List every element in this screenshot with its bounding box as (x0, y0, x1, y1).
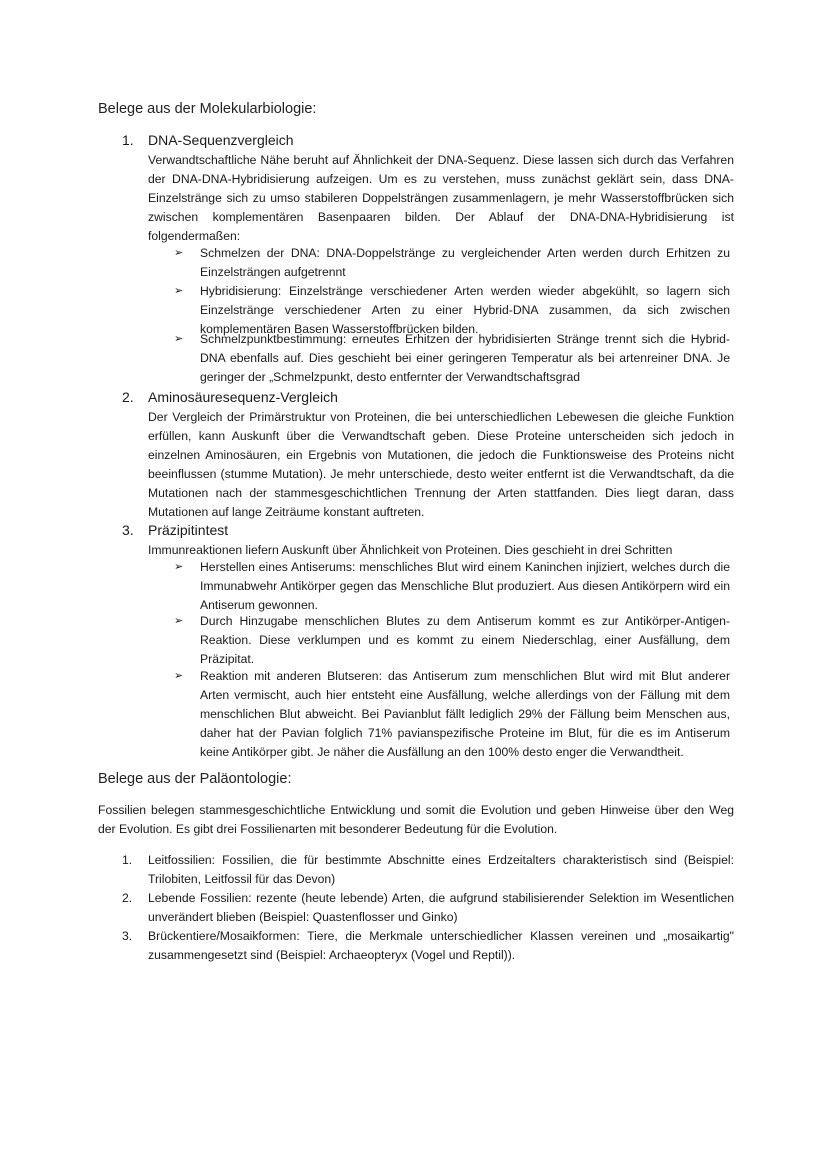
arrow-bullet-icon: ➢ (174, 333, 184, 345)
bullet-text: Schmelzen der DNA: DNA-Doppelstränge zu vergleichender Arten werden durch Erhitzen zu Einzelsträngen aufgetrennt (200, 246, 730, 280)
item-title: Präzipitintest (148, 522, 229, 538)
item-number: 3. (122, 929, 133, 943)
section-intro-paragraph: Fossilien belegen stammesgeschichtliche Entwicklung und somit die Evolution und geben Hinweise über den Weg der Evolution. Es gibt drei Fossilienarten mit besonderer Bedeutung für die Evolution. (98, 803, 734, 837)
section-heading-molekularbiologie: Belege aus der Molekularbiologie: (98, 101, 317, 117)
arrow-bullet-icon: ➢ (174, 285, 184, 297)
item-title: Aminosäuresequenz-Vergleich (148, 389, 338, 405)
item-text: Brückentiere/Mosaikformen: Tiere, die Merkmale unterschiedlicher Klassen vereinen und „mosaikartig" zusammengesetzt sind (Beispiel: Archaeopteryx (Vogel und Reptil)). (148, 929, 734, 963)
item-body: Immunreaktionen liefern Auskunft über Ähnlichkeit von Proteinen. Dies geschieht in drei Schritten (148, 543, 673, 557)
bullet-text: Durch Hinzugabe menschlichen Blutes zu dem Antiserum kommt es zur Antikörper-Antigen-Reaktion. Diese verklumpen und es kommt zu einem Niederschlag, einer Ausfällung, dem Präzipitat. (200, 614, 730, 667)
item-number: 2. (122, 389, 134, 405)
arrow-bullet-icon: ➢ (174, 615, 184, 627)
item-text: Leitfossilien: Fossilien, die für bestimmte Abschnitte eines Erdzeitalters charakteristisch sind (Beispiel: Trilobiten, Leitfossil für das Devon) (148, 853, 734, 887)
item-text: Lebende Fossilien: rezente (heute lebende) Arten, die aufgrund stabilisierender Selektion im Wesentlichen unverändert blieben (Beispiel: Quastenflosser und Ginko) (148, 891, 734, 925)
item-body: Verwandtschaftliche Nähe beruht auf Ähnlichkeit der DNA-Sequenz. Diese lassen sich durch das Verfahren der DNA-DNA-Hybridisierung aufzeigen. Um es zu verstehen, muss zunächst geklärt sein, dass DNA-Einzelstränge sich zu umso stabileren Doppelsträngen zusammenlagern, je mehr Wasserstoffbrücken sich zwischen komplementären Basenpaaren bilden. Der Ablauf der DNA-DNA-Hybridisierung ist folgendermaßen: (148, 153, 734, 244)
section-heading-palaeontologie: Belege aus der Paläontologie: (98, 771, 292, 787)
item-number: 2. (122, 891, 133, 905)
item-number: 1. (122, 853, 133, 867)
item-title: DNA-Sequenzvergleich (148, 132, 294, 148)
arrow-bullet-icon: ➢ (174, 670, 184, 682)
arrow-bullet-icon: ➢ (174, 561, 184, 573)
bullet-text: Hybridisierung: Einzelstränge verschiedener Arten werden wieder abgekühlt, so lagern sich Einzelstränge verschiedener Arten zu einer Hybrid-DNA zusammen, da sich zwischen komplementären Basen Wasserstoffbrücken bilden. (200, 284, 730, 337)
item-body: Der Vergleich der Primärstruktur von Proteinen, die bei unterschiedlichen Lebewesen die gleiche Funktion erfüllen, kann Auskunft über die Verwandtschaft geben. Diese Proteine unterscheiden sich jedoch in einzelnen Aminosäuren, ein Ergebnis von Mutationen, die jedoch die Funktionsweise des Proteins nicht beeinflussen (stumme Mutation). Je mehr unterschiede, desto weiter entfernt ist die Verwandtschaft, da die Mutationen nach der stammesgeschichtlichen Trennung der Arten stattfanden. Dies liegt daran, dass Mutationen auf lange Zeiträume konstant auftreten. (148, 410, 734, 520)
bullet-text: Reaktion mit anderen Blutseren: das Antiserum zum menschlichen Blut wird mit Blut anderer Arten vermischt, auch hier entsteht eine Ausfällung, welche allerdings von der Fällung mit dem menschlichen Blut abweicht. Bei Pavianblut fällt lediglich 29% der Fällung beim Menschen aus, daher hat der Pavian folglich 71% pavianspezifische Proteine im Blut, für die es im Antiserum keine Antikörper gibt. Je näher die Ausfällung an den 100% desto enger die Verwandtheit. (200, 669, 730, 760)
item-number: 3. (122, 522, 134, 538)
bullet-text: Herstellen eines Antiserums: menschliches Blut wird einem Kaninchen injiziert, welches durch die Immunabwehr Antikörper gegen das Menschliche Blut produziert. Aus diesen Antikörpern wird ein Antiserum gewonnen. (200, 560, 730, 613)
arrow-bullet-icon: ➢ (174, 247, 184, 259)
bullet-text: Schmelzpunktbestimmung: erneutes Erhitzen der hybridisierten Stränge trennt sich die Hybrid-DNA ebenfalls auf. Dies geschieht bei einer geringeren Temperatur als bei artenreiner DNA. Je geringer der „Schmelzpunkt, desto entfernter der Verwandtschaftsgrad (200, 332, 730, 385)
item-number: 1. (122, 132, 134, 148)
